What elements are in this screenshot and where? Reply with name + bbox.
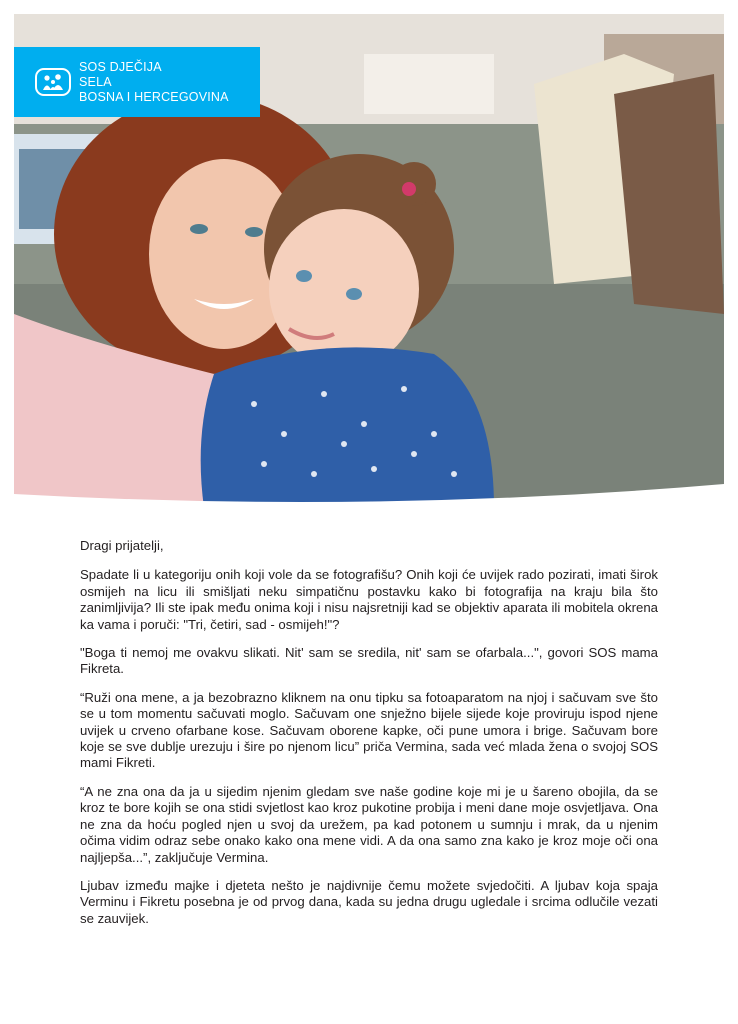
letter-paragraph-2: "Boga ti nemoj me ovakvu slikati. Nit' sam se sredila, nit' sam se ofarbala...", govori SOS mama Fikreta. (80, 645, 658, 677)
logo-line-3: BOSNA I HERCEGOVINA (79, 89, 229, 104)
letter-greeting: Dragi prijatelji, (80, 538, 164, 553)
letter-paragraph-1: Spadate li u kategoriju onih koji vole da se fotografišu? Onih koji će uvijek rado pozirati, imati širok osmijeh na licu ili smišljati neku simpatičnu postavku kako bi fotografija na kraju bila što zanimljivija? Ili ste ipak među onima koji i nisu najsretniji kad se objektiv aparata ili mobitela okrena ka vama i poruči: "Tri, četiri, sad - osmijeh!"? (80, 567, 658, 632)
sos-family-icon (35, 68, 71, 96)
letter-paragraph-5: Ljubav između majke i djeteta nešto je najdivnije čemu možete svjedočiti. A ljubav koja spaja Verminu i Fikretu posebna je od prvog dana, kada su jedna drugu ugledale i srcima odlučile vezati se zauvijek. (80, 877, 658, 926)
logo-line-2: SELA (79, 74, 112, 89)
sos-logo (14, 47, 260, 117)
letter-body (80, 538, 658, 939)
logo-line-1: SOS DJEČIJA (79, 59, 162, 74)
letter-paragraph-4: “A ne zna ona da ja u sijedim njenim gledam sve naše godine koje mi je u šareno obojila, da se kroz te bore kojih se ona stidi svjetlost kao kroz pukotine probija i meni dane moje osvjetljava. Ona ne zna da hoću pogled njen u svoj da urežem, pa kad potonem u sumnju i mrak, da u njenim očima vidim odraz sebe onako kako ona mene vidi. A da ona samo zna kako je kroz moje oči ona najljepša...”, zaključuje Vermina. (80, 783, 658, 865)
logo-text (79, 60, 229, 105)
letter-paragraph-3: “Ruži ona mene, a ja bezobrazno kliknem na onu tipku sa fotoaparatom na njoj i sačuvam sve što se u tom momentu sačuvati moglo. Sačuvam one snježno bijele sijede koje proviruju ispod njene uvijek u crveno ofarbane kose. Sačuvam oborene kapke, oči pune umora i brige. Sačuvam bore koje se sve dublje urezuju i šire po njenom licu” priča Vermina, sada već mlada žena o svojoj SOS mami Fikreti. (80, 689, 658, 771)
